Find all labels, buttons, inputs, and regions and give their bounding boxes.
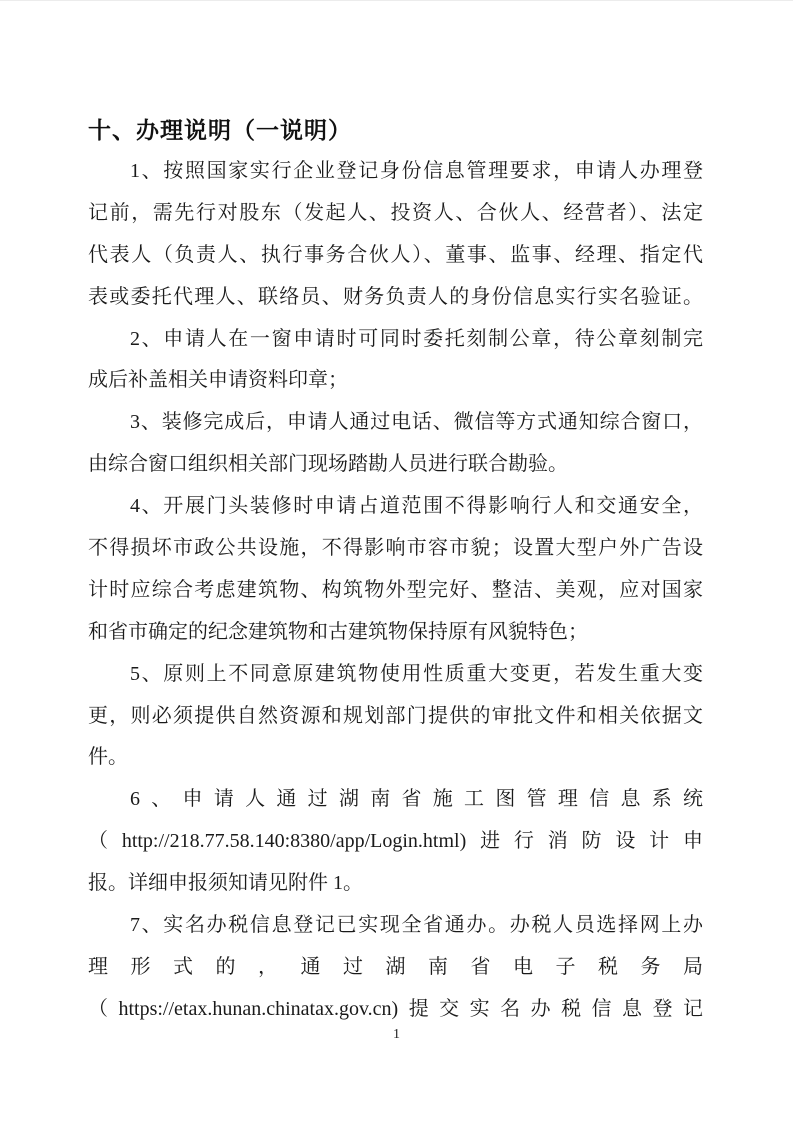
text-line: 计时应综合考虑建筑物、构筑物外型完好、整洁、美观，应对国家 xyxy=(88,578,703,601)
text-line: 4、开展门头装修时申请占道范围不得影响行人和交通安全， xyxy=(130,495,703,518)
text-line: 和省市确定的纪念建筑物和古建筑物保持原有风貌特色； xyxy=(88,620,588,643)
paragraph xyxy=(88,654,703,780)
text-line: 理形式的，通过湖南省电子税务局 xyxy=(88,955,703,978)
text-line: 3、装修完成后，申请人通过电话、微信等方式通知综合窗口， xyxy=(130,411,703,434)
text-line: 报。详细申报须知请见附件 1。 xyxy=(88,872,363,895)
text-line: 6、申请人通过湖南省施工图管理信息系统 xyxy=(130,788,703,811)
text-line: 2、申请人在一窗申请时可同时委托刻制公章，待公章刻制完 xyxy=(130,327,703,350)
text-line: 表或委托代理人、联络员、财务负责人的身份信息实行实名验证。 xyxy=(88,285,703,308)
text-line: 5、原则上不同意原建筑物使用性质重大变更，若发生重大变 xyxy=(130,662,703,685)
page-footer xyxy=(0,1025,793,1043)
document-body xyxy=(88,151,703,1031)
text-line: 7、实名办税信息登记已实现全省通办。办税人员选择网上办 xyxy=(130,914,703,937)
paragraph xyxy=(88,319,703,403)
paragraph xyxy=(88,151,703,319)
text-line: （https://etax.hunan.chinatax.gov.cn)提交实名办税信息登记 xyxy=(88,997,703,1020)
text-line: 1、按照国家实行企业登记身份信息管理要求，申请人办理登 xyxy=(130,160,703,182)
paragraph xyxy=(88,779,703,905)
text-line: 更，则必须提供自然资源和规划部门提供的审批文件和相关依据文 xyxy=(88,704,703,727)
text-line: （http://218.77.58.140:8380/app/Login.html)进行消防设计申 xyxy=(88,830,703,853)
paragraph xyxy=(88,486,703,654)
text-line: 由综合窗口组织相关部门现场踏勘人员进行联合勘验。 xyxy=(88,453,568,476)
text-line: 件。 xyxy=(88,746,128,769)
paragraph xyxy=(88,402,703,486)
section-heading: 十、办理说明（一说明） xyxy=(88,117,352,143)
text-line: 记前，需先行对股东（发起人、投资人、合伙人、经营者）、法定 xyxy=(88,201,703,224)
text-line: 代表人（负责人、执行事务合伙人）、董事、监事、经理、指定代 xyxy=(88,243,703,266)
text-line: 不得损坏市政公共设施，不得影响市容市貌；设置大型户外广告设 xyxy=(88,537,703,560)
paragraph xyxy=(88,905,703,1031)
page-number: 1 xyxy=(393,1027,400,1042)
text-line: 成后补盖相关申请资料印章； xyxy=(88,369,348,392)
